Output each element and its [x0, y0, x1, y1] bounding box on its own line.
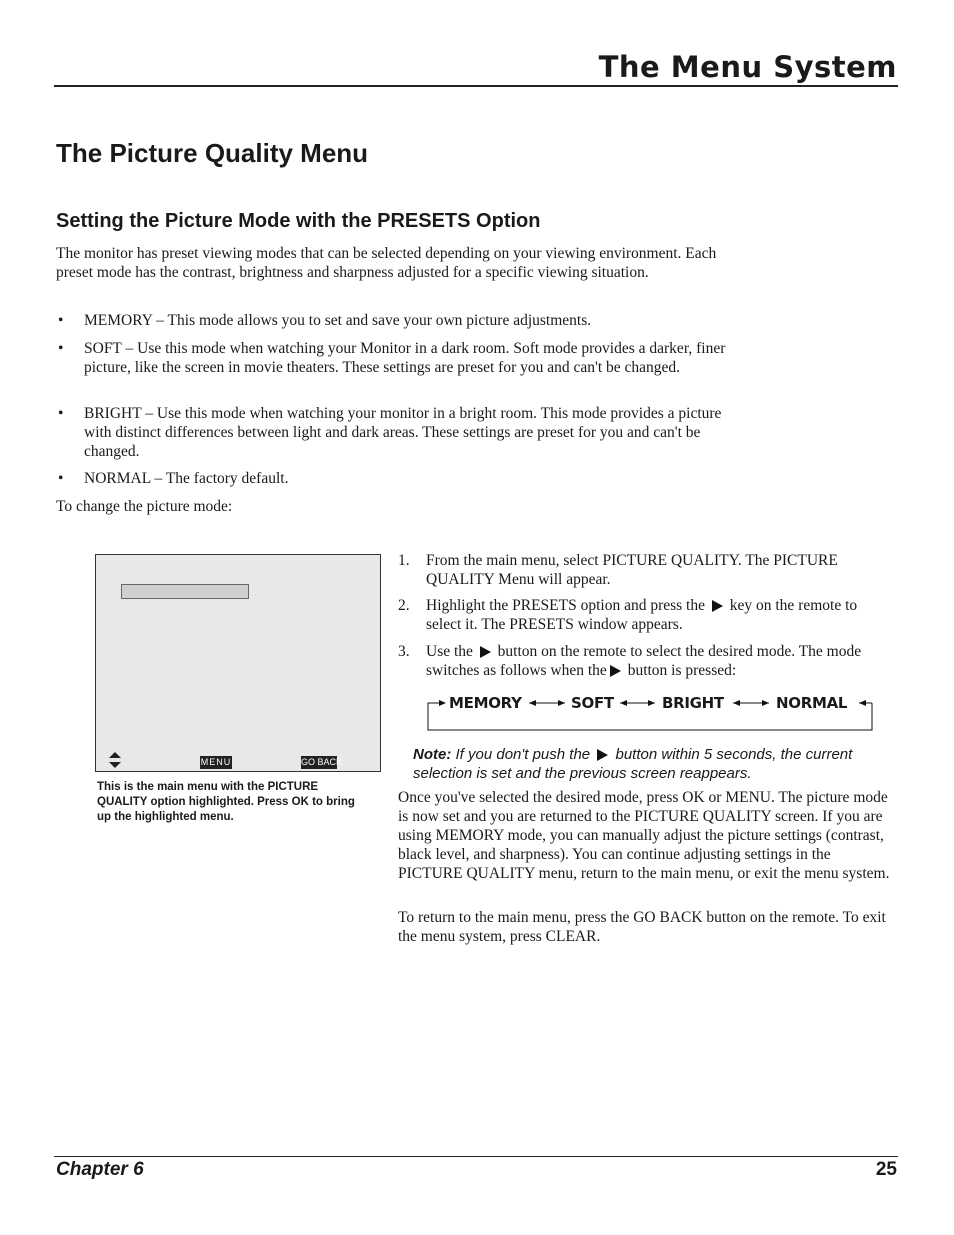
paragraph-return-menu: To return to the main menu, press the GO BACK button on the remote. To exit the menu system, press CLEAR. [398, 909, 886, 945]
right-arrow-icon [597, 749, 608, 761]
up-down-arrows-icon [108, 752, 122, 768]
bullet-dot: • [58, 340, 64, 357]
intro-paragraph: The monitor has preset viewing modes that can be selected depending on your viewing environment. Each preset mode has the contrast, brightness and sharpness adjusted for a specific viewing situation. [56, 245, 717, 281]
note: Note: If you don't push the button within 5 seconds, the current selection is set and the previous screen reappears. [413, 746, 853, 782]
step-text: Highlight the PRESETS option and press the key on the remote to select it. The PRESETS window appears. [426, 597, 858, 633]
bullet-text: MEMORY – This mode allows you to set and save your own picture adjustments. [84, 312, 592, 329]
screen-caption: This is the main menu with the PICTURE QUALITY option highlighted. Press OK to bring up the highlighted menu. [97, 781, 355, 823]
footer-chapter: Chapter 6 [56, 1159, 144, 1180]
bullet-dot: • [58, 405, 64, 422]
page-header-title: The Menu System [598, 50, 897, 84]
mode-label-memory: MEMORY [449, 694, 522, 712]
menu-button-icon: MENU [200, 757, 232, 767]
bullet-dot: • [58, 312, 64, 329]
go-back-button-icon: GO BACK [301, 757, 343, 767]
mode-label-soft: SOFT [571, 694, 614, 712]
bullet-text: SOFT – Use this mode when watching your Monitor in a dark room. Soft mode provides a darker, finer picture, like the screen in movie theaters. These settings are preset for you and can't be changed. [84, 340, 726, 376]
right-arrow-icon [712, 600, 723, 612]
step-text: From the main menu, select PICTURE QUALITY. The PICTURE QUALITY Menu will appear. [426, 552, 838, 588]
mode-label-bright: BRIGHT [662, 694, 724, 712]
header-rule [54, 85, 898, 87]
step-number: 3. [398, 643, 410, 660]
bullet-dot: • [58, 470, 64, 487]
step-text: Use the button on the remote to select the desired mode. The mode switches as follows when the button is pressed: [426, 643, 862, 679]
bullet-text: BRIGHT – Use this mode when watching your monitor in a bright room. This mode provides a picture with distinct differences between light and dark areas. These settings are preset for you and can't be changed. [84, 405, 722, 460]
change-mode-intro: To change the picture mode: [56, 498, 233, 515]
paragraph-after-selection: Once you've selected the desired mode, press OK or MENU. The picture mode is now set and you are returned to the PICTURE QUALITY screen. If you are using MEMORY mode, you can manually adjust the picture settings (contrast, black level, and sharpness). You can continue adjusting settings in the PICTURE QUALITY menu, return to the main menu, or exit the menu system. [398, 789, 890, 882]
mode-cycle-diagram [427, 690, 873, 732]
footer-page-number: 25 [875, 1159, 897, 1180]
right-arrow-icon [480, 646, 491, 658]
section-title: Setting the Picture Mode with the PRESETS Option [56, 210, 541, 232]
note-label: Note: [413, 746, 452, 763]
right-arrow-icon [610, 665, 621, 677]
footer-rule [54, 1156, 898, 1157]
highlighted-menu-item [121, 584, 249, 599]
page-title: The Picture Quality Menu [56, 138, 369, 168]
mode-label-normal: NORMAL [776, 694, 848, 712]
step-number: 2. [398, 597, 410, 614]
bullet-text: NORMAL – The factory default. [84, 470, 289, 487]
step-number: 1. [398, 552, 410, 569]
